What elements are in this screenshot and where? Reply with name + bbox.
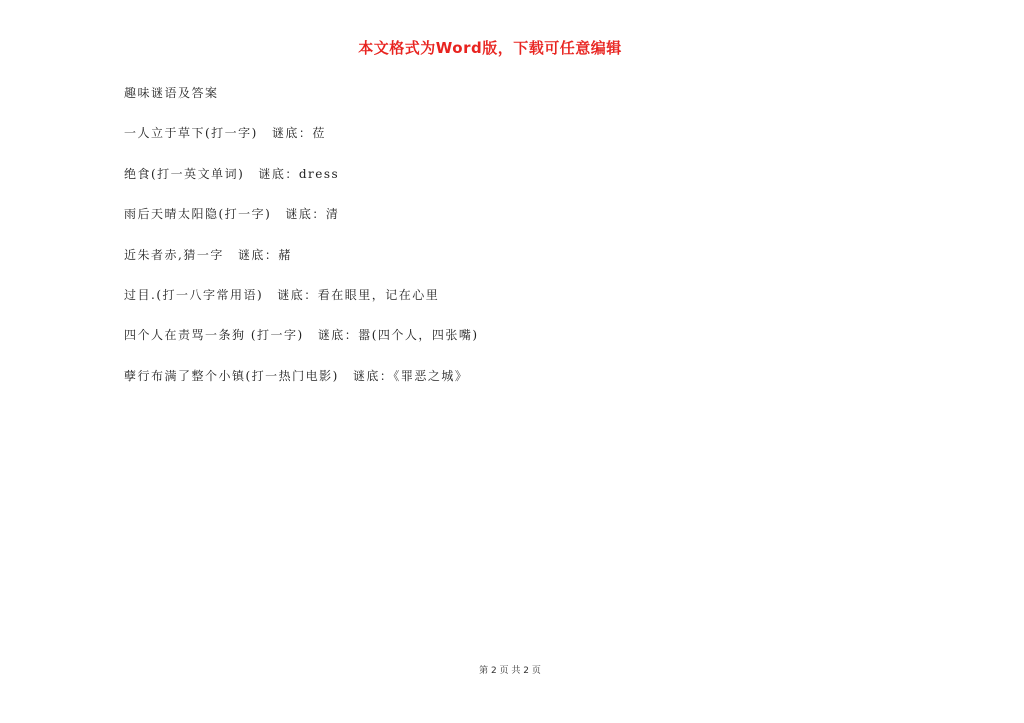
riddle-item <box>124 205 479 245</box>
riddle-answer: 谜底：莅 <box>271 126 326 141</box>
riddle-item <box>124 165 479 205</box>
riddle-question: 一人立于草下(打一字) <box>124 126 258 141</box>
document-body <box>124 84 479 407</box>
riddle-item <box>124 326 479 366</box>
riddle-question: 雨后天晴太阳隐(打一字) <box>124 207 272 222</box>
riddle-item <box>124 124 479 164</box>
format-notice-banner: 本文格式为Word版，下载可任意编辑 <box>358 39 622 57</box>
riddle-question: 近朱者赤,猜一字 <box>124 247 224 262</box>
riddle-question: 过目.(打一八字常用语) <box>124 287 264 302</box>
document-title: 趣味谜语及答案 <box>124 86 219 100</box>
riddle-answer: 谜底：赭 <box>237 247 292 262</box>
riddle-answer: 谜底：《罪恶之城》 <box>352 368 469 383</box>
riddle-item <box>124 246 479 286</box>
riddle-item <box>124 286 479 326</box>
riddle-question: 绝食(打一英文单词) <box>124 166 245 181</box>
riddle-question: 孽行布满了整个小镇(打一热门电影) <box>124 368 339 383</box>
riddle-answer: 谜底：看在眼里，记在心里 <box>277 287 440 302</box>
riddle-answer: 谜底：清 <box>285 207 340 222</box>
page-number-footer: 第 2 页 共 2 页 <box>479 666 541 676</box>
riddle-item <box>124 367 479 407</box>
riddle-answer: 谜底：嚣(四个人，四张嘴) <box>317 328 479 343</box>
riddle-question: 四个人在责骂一条狗 (打一字) <box>124 328 304 343</box>
riddle-answer: 谜底：dress <box>258 166 340 181</box>
